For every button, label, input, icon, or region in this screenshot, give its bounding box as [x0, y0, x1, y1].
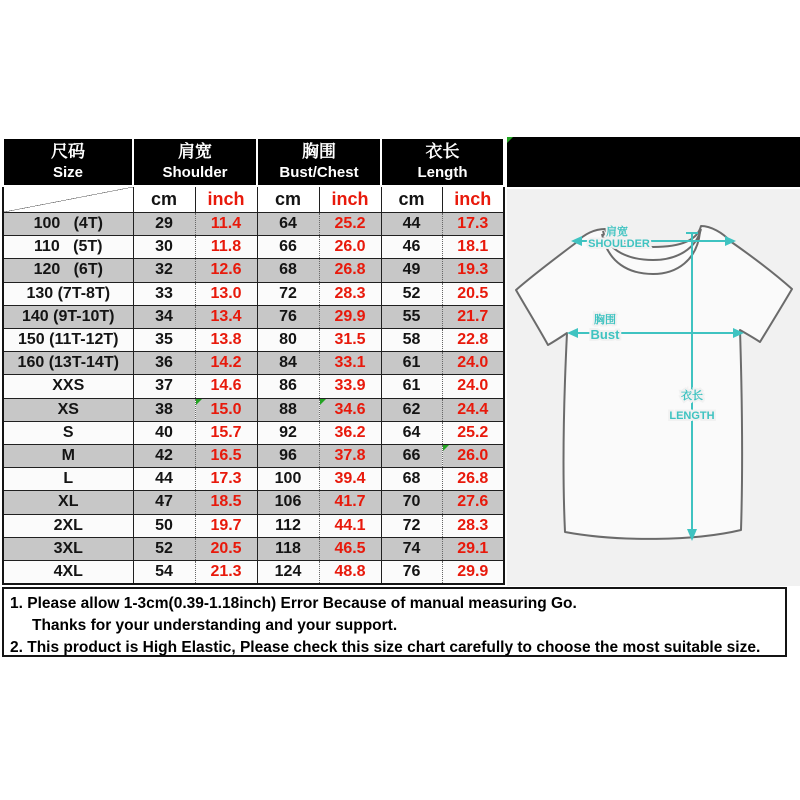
- bust-inch-cell: 28.3: [319, 282, 381, 305]
- shoulder-inch-cell: 13.4: [195, 305, 257, 328]
- size-cell: 3XL: [3, 537, 133, 560]
- length-inch-unit: inch: [442, 186, 504, 213]
- size-cell: 100 (4T): [3, 213, 133, 236]
- note-1: 1. Please allow 1-3cm(0.39-1.18inch) Error Because of manual measuring Go.: [10, 595, 577, 612]
- header-size: [3, 138, 133, 186]
- length-cm-cell: 72: [381, 514, 442, 537]
- length-inch-cell: 24.0: [442, 375, 504, 398]
- bust-inch-cell: 46.5: [319, 537, 381, 560]
- length-inch-cell: 27.6: [442, 491, 504, 514]
- bust-inch-cell: 41.7: [319, 491, 381, 514]
- bust-cm-cell: 80: [257, 329, 319, 352]
- size-cell: 120 (6T): [3, 259, 133, 282]
- table-row: [3, 421, 504, 444]
- length-inch-cell: 26.8: [442, 468, 504, 491]
- shoulder-cm-cell: 47: [133, 491, 195, 514]
- length-inch-cell: 29.9: [442, 561, 504, 585]
- tshirt-diagram: [507, 189, 800, 586]
- bust-inch-cell: 39.4: [319, 468, 381, 491]
- length-label-en: LENGTH: [669, 410, 715, 422]
- shoulder-cm-cell: 34: [133, 305, 195, 328]
- table-row: [3, 213, 504, 236]
- shoulder-inch-cell: 18.5: [195, 491, 257, 514]
- shoulder-cm-cell: 52: [133, 537, 195, 560]
- notes: [2, 587, 787, 657]
- length-inch-cell: 26.0: [442, 445, 504, 468]
- length-cm-cell: 64: [381, 421, 442, 444]
- shoulder-cm-cell: 35: [133, 329, 195, 352]
- length-label-zh: 衣长: [681, 390, 703, 402]
- length-inch-cell: 20.5: [442, 282, 504, 305]
- bust-inch-cell: 26.8: [319, 259, 381, 282]
- length-cm-cell: 76: [381, 561, 442, 585]
- header-length: [381, 138, 504, 186]
- shoulder-cm-unit: cm: [133, 186, 195, 213]
- bust-cm-cell: 72: [257, 282, 319, 305]
- length-inch-cell: 25.2: [442, 421, 504, 444]
- length-cm-cell: 62: [381, 398, 442, 421]
- header-length-en: Length: [417, 164, 468, 181]
- length-inch-cell: 24.0: [442, 352, 504, 375]
- shoulder-cm-cell: 40: [133, 421, 195, 444]
- length-inch-cell: 21.7: [442, 305, 504, 328]
- length-cm-cell: 49: [381, 259, 442, 282]
- bust-inch-cell: 29.9: [319, 305, 381, 328]
- length-cm-cell: 52: [381, 282, 442, 305]
- shoulder-cm-cell: 33: [133, 282, 195, 305]
- bust-inch-cell: 25.2: [319, 213, 381, 236]
- header-shoulder-zh: 肩宽: [178, 142, 212, 161]
- bust-label-en: Bust: [590, 327, 620, 342]
- size-cell: 130 (7T-8T): [3, 282, 133, 305]
- shoulder-cm-cell: 54: [133, 561, 195, 585]
- bust-cm-cell: 76: [257, 305, 319, 328]
- table-row: [3, 468, 504, 491]
- header-bust-en: Bust/Chest: [279, 164, 359, 181]
- size-cell: XXS: [3, 375, 133, 398]
- size-chart-table: [2, 137, 505, 585]
- shoulder-label-zh: 肩宽: [606, 226, 628, 238]
- header-bust: [257, 138, 381, 186]
- bust-inch-cell: 33.1: [319, 352, 381, 375]
- length-cm-cell: 55: [381, 305, 442, 328]
- length-inch-cell: 19.3: [442, 259, 504, 282]
- length-cm-cell: 61: [381, 352, 442, 375]
- bust-inch-cell: 31.5: [319, 329, 381, 352]
- table-row: [3, 375, 504, 398]
- shoulder-cm-cell: 37: [133, 375, 195, 398]
- bust-inch-cell: 26.0: [319, 236, 381, 259]
- bust-cm-cell: 100: [257, 468, 319, 491]
- table-row: [3, 445, 504, 468]
- shoulder-cm-cell: 38: [133, 398, 195, 421]
- size-cell: 2XL: [3, 514, 133, 537]
- length-cm-cell: 70: [381, 491, 442, 514]
- bust-label-zh: 胸围: [594, 314, 616, 326]
- shoulder-cm-cell: 30: [133, 236, 195, 259]
- length-cm-cell: 46: [381, 236, 442, 259]
- shoulder-cm-cell: 44: [133, 468, 195, 491]
- length-cm-cell: 66: [381, 445, 442, 468]
- length-cm-cell: 44: [381, 213, 442, 236]
- table-row: [3, 236, 504, 259]
- shoulder-inch-cell: 15.0: [195, 398, 257, 421]
- bust-inch-cell: 33.9: [319, 375, 381, 398]
- table-row: [3, 514, 504, 537]
- shoulder-inch-cell: 12.6: [195, 259, 257, 282]
- header-row: [3, 138, 504, 186]
- header-bust-zh: 胸围: [302, 142, 337, 161]
- bust-cm-cell: 88: [257, 398, 319, 421]
- length-cm-unit: cm: [381, 186, 442, 213]
- shoulder-inch-cell: 14.2: [195, 352, 257, 375]
- bust-cm-cell: 96: [257, 445, 319, 468]
- size-cell: S: [3, 421, 133, 444]
- bust-cm-cell: 66: [257, 236, 319, 259]
- length-cm-cell: 58: [381, 329, 442, 352]
- shoulder-inch-cell: 13.0: [195, 282, 257, 305]
- shoulder-inch-cell: 11.8: [195, 236, 257, 259]
- length-inch-cell: 17.3: [442, 213, 504, 236]
- shoulder-inch-cell: 11.4: [195, 213, 257, 236]
- header-shoulder-en: Shoulder: [162, 164, 228, 181]
- length-cm-cell: 68: [381, 468, 442, 491]
- bust-cm-cell: 84: [257, 352, 319, 375]
- size-cell: L: [3, 468, 133, 491]
- header-size-en: Size: [52, 164, 83, 181]
- header-length-zh: 衣长: [425, 142, 460, 161]
- bust-cm-cell: 124: [257, 561, 319, 585]
- shoulder-cm-cell: 42: [133, 445, 195, 468]
- length-cm-cell: 74: [381, 537, 442, 560]
- length-inch-cell: 24.4: [442, 398, 504, 421]
- size-cell: XL: [3, 491, 133, 514]
- tshirt-outline: [516, 226, 792, 539]
- table-row: [3, 537, 504, 560]
- length-cm-cell: 61: [381, 375, 442, 398]
- table-row: [3, 259, 504, 282]
- table-row: [3, 282, 504, 305]
- size-cell: 4XL: [3, 561, 133, 585]
- diagonal-cell: [3, 186, 133, 213]
- table-row: [3, 329, 504, 352]
- header-band-right: [507, 137, 800, 187]
- size-cell: 160 (13T-14T): [3, 352, 133, 375]
- bust-cm-unit: cm: [257, 186, 319, 213]
- length-inch-cell: 29.1: [442, 537, 504, 560]
- shoulder-inch-cell: 19.7: [195, 514, 257, 537]
- bust-inch-cell: 37.8: [319, 445, 381, 468]
- size-cell: 110 (5T): [3, 236, 133, 259]
- bust-cm-cell: 118: [257, 537, 319, 560]
- length-inch-cell: 22.8: [442, 329, 504, 352]
- shoulder-cm-cell: 32: [133, 259, 195, 282]
- shoulder-inch-cell: 20.5: [195, 537, 257, 560]
- size-cell: 150 (11T-12T): [3, 329, 133, 352]
- shoulder-inch-cell: 15.7: [195, 421, 257, 444]
- bust-cm-cell: 92: [257, 421, 319, 444]
- size-cell: M: [3, 445, 133, 468]
- shoulder-inch-cell: 17.3: [195, 468, 257, 491]
- bust-inch-cell: 48.8: [319, 561, 381, 585]
- shoulder-inch-cell: 16.5: [195, 445, 257, 468]
- shoulder-inch-unit: inch: [195, 186, 257, 213]
- bust-inch-cell: 44.1: [319, 514, 381, 537]
- bust-inch-unit: inch: [319, 186, 381, 213]
- bust-cm-cell: 86: [257, 375, 319, 398]
- header-shoulder: [133, 138, 257, 186]
- shoulder-inch-cell: 14.6: [195, 375, 257, 398]
- bust-cm-cell: 112: [257, 514, 319, 537]
- bust-inch-cell: 36.2: [319, 421, 381, 444]
- shoulder-cm-cell: 50: [133, 514, 195, 537]
- bust-cm-cell: 64: [257, 213, 319, 236]
- shoulder-cm-cell: 29: [133, 213, 195, 236]
- size-cell: 140 (9T-10T): [3, 305, 133, 328]
- length-inch-cell: 18.1: [442, 236, 504, 259]
- unit-row: [3, 186, 504, 213]
- table-row: [3, 352, 504, 375]
- note-1-continued: Thanks for your understanding and your support.: [32, 617, 398, 634]
- table-row: [3, 491, 504, 514]
- length-inch-cell: 28.3: [442, 514, 504, 537]
- table-row: [3, 305, 504, 328]
- size-cell: XS: [3, 398, 133, 421]
- shoulder-label-en: SHOULDER: [588, 238, 650, 250]
- shoulder-cm-cell: 36: [133, 352, 195, 375]
- header-size-zh: 尺码: [51, 142, 85, 161]
- bust-inch-cell: 34.6: [319, 398, 381, 421]
- table-row: [3, 561, 504, 585]
- table-row: [3, 398, 504, 421]
- shoulder-inch-cell: 21.3: [195, 561, 257, 585]
- bust-cm-cell: 106: [257, 491, 319, 514]
- note-2: 2. This product is High Elastic, Please check this size chart carefully to choose the most suitable size.: [10, 639, 761, 656]
- size-table-body: [3, 213, 504, 585]
- shoulder-inch-cell: 13.8: [195, 329, 257, 352]
- bust-cm-cell: 68: [257, 259, 319, 282]
- tshirt-diagram-panel: [507, 189, 800, 586]
